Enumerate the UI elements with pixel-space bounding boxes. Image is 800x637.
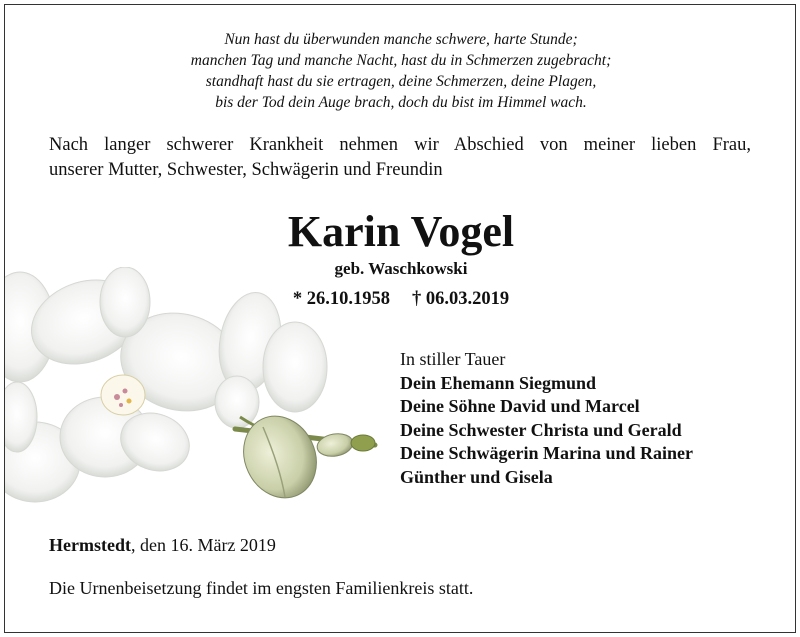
deceased-name: Karin Vogel [287, 207, 515, 256]
mourners-heading: In stiller Tauer [400, 349, 506, 369]
mourners [400, 348, 693, 489]
birth-name: geb. Waschkowski [334, 259, 468, 278]
poem-line: manchen Tag und manche Nacht, hast du in Schmerzen zugebracht; [190, 52, 612, 69]
poem-line: standhaft hast du sie ertragen, deine Schmerzen, deine Plagen, [205, 73, 597, 90]
place-date: , den 16. März 2019 [130, 535, 276, 555]
mourner-entry: Günther und Gisela [400, 466, 553, 487]
place-town: Hermstedt [49, 535, 131, 555]
orchid-flowers-image [5, 267, 385, 522]
death-date: † 06.03.2019 [412, 289, 510, 309]
intro-line: Nach langer schwerer Krankheit nehmen wir Abschied von meiner lieben Frau, [49, 135, 751, 155]
burial-note: Die Urnenbeisetzung findet im engsten Familienkreis statt. [49, 578, 474, 598]
poem-line: bis der Tod dein Auge brach, doch du bist im Himmel wach. [215, 94, 587, 111]
obituary-notice [4, 4, 796, 633]
poem-line: Nun hast du überwunden manche schwere, harte Stunde; [224, 31, 578, 48]
intro-line: unserer Mutter, Schwester, Schwägerin und Freundin [49, 160, 443, 180]
mourner-entry: Deine Schwester Christa und Gerald [400, 419, 682, 440]
mourner-entry: Deine Schwägerin Marina und Rainer [400, 443, 694, 463]
mourner-entry: Deine Söhne David und Marcel [400, 396, 640, 416]
mourner-entry: Dein Ehemann Siegmund [400, 372, 597, 393]
poem [5, 29, 797, 113]
birth-date: * 26.10.1958 [292, 289, 390, 309]
place-and-date [49, 533, 276, 557]
intro-text [49, 133, 751, 183]
